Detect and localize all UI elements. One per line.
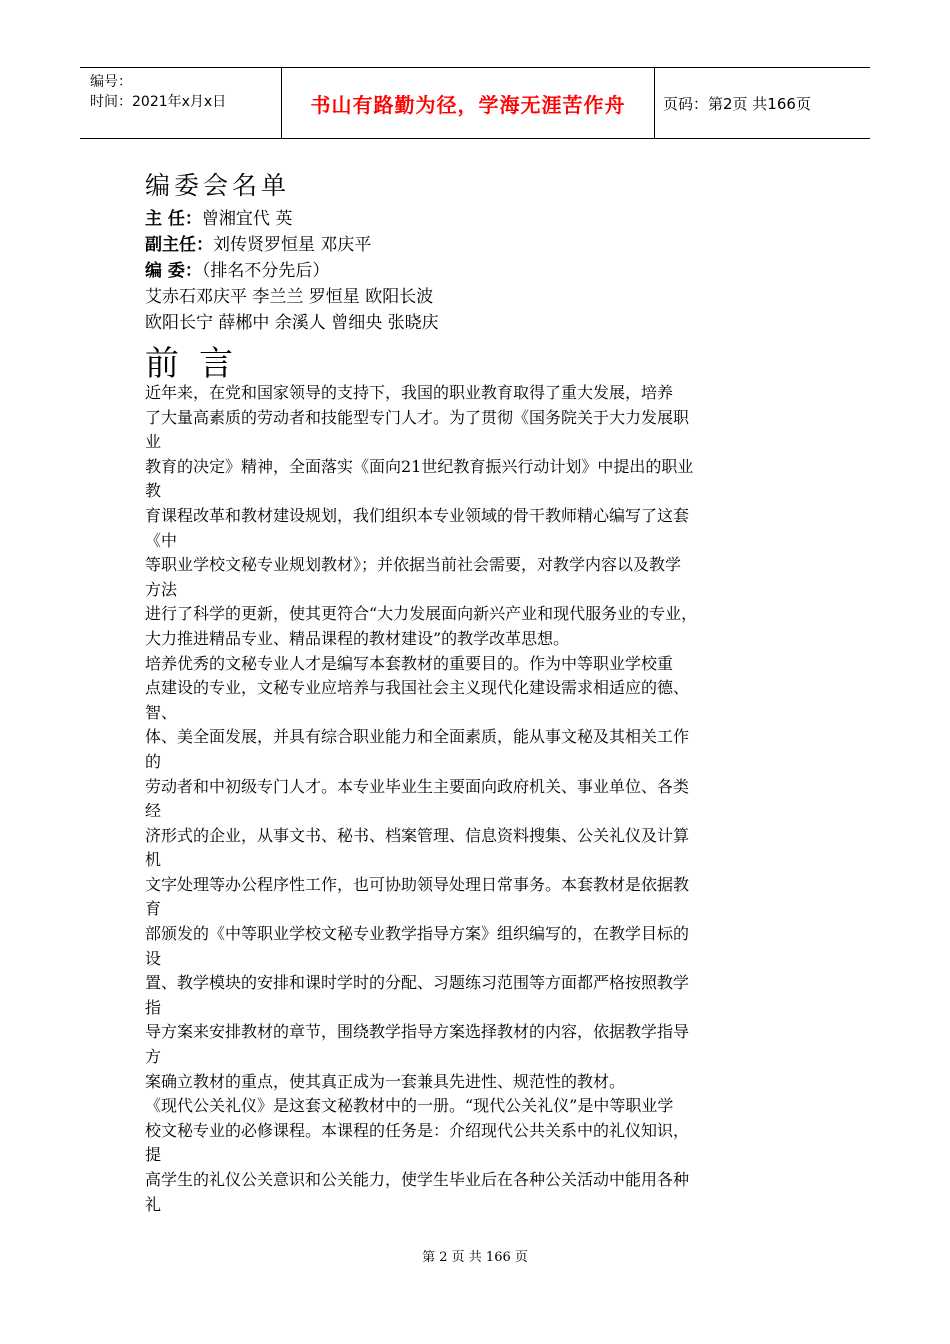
board-list [145,206,825,336]
preface-line: 高学生的礼仪公关意识和公关能力，使学生毕业后在各种公关活动中能用各种 [145,1170,690,1189]
board-members: 艾赤石邓庆平 李兰兰 罗恒星 欧阳长波 [145,287,434,307]
preface-line: 育课程改革和教材建设规划，我们组织本专业领域的骨干教师精心编写了这套 [145,505,690,525]
preface-line: 体、美全面发展，并具有综合职业能力和全面素质，能从事文秘及其相关工作 [145,727,690,747]
board-title: 编委会名单 [145,171,291,200]
preface-line: 等职业学校文秘专业规划教材》；并依据当前社会需要，对教学内容以及教学 [145,555,682,575]
board-role-label: 主 任： [145,209,202,229]
preface-line: 案确立教材的重点，使其真正成为一套兼具先进性、规范性的教材。 [145,1071,626,1091]
board-members: 欧阳长宁 薛郴中 余溪人 曾细央 张晓庆 [145,313,439,333]
preface-title: 前言 [145,344,253,384]
preface-line: 点建设的专业，文秘专业应培养与我国社会主义现代化建设需求相适应的德、 [145,678,690,698]
board-role-label: 编 委： [145,261,202,281]
board-members: 刘传贤罗恒星 邓庆平 [213,235,372,255]
document-code: 编号： [90,74,132,90]
preface-line: 了大量高素质的劳动者和技能型专门人才。为了贯彻《国务院关于大力发展职 [145,407,690,427]
preface-line: 育 [145,899,162,919]
preface-line: 部颁发的《中等职业学校文秘专业教学指导方案》组织编写的，在教学目标的 [145,924,690,944]
preface-line: 业 [145,432,162,452]
preface-line: 劳动者和中初级专门人才。本专业毕业生主要面向政府机关、事业单位、各类 [145,776,690,796]
board-line [145,258,825,284]
preface-line: 导方案来安排教材的章节，围绕教学指导方案选择教材的内容，依据教学指导 [145,1022,690,1042]
board-members: （排名不分先后） [201,261,330,281]
preface-line: 文字处理等办公程序性工作，也可协助领导处理日常事务。本套教材是依据教 [145,874,690,894]
header-page-info: 页码：第2页 共166页 [663,94,811,113]
preface-line: 指 [145,997,162,1017]
preface-body [145,381,815,1217]
preface-line: 提 [145,1145,162,1165]
preface-line: 的 [145,751,162,771]
preface-line: 设 [145,948,162,968]
preface-line: 《中 [145,530,178,550]
page-header [80,67,870,139]
preface-line: 置、教学模块的安排和课时学时的分配、习题练习范围等方面都严格按照教学 [145,973,690,993]
preface-line: 教 [145,481,162,501]
preface-line: 培养优秀的文秘专业人才是编写本套教材的重要目的。作为中等职业学校重 [145,653,674,673]
header-meta [80,68,282,138]
preface-line: 智、 [145,702,178,722]
board-line [145,206,825,232]
preface-line: 礼 [145,1194,162,1214]
preface-line: 校文秘专业的必修课程。本课程的任务是：介绍现代公共关系中的礼仪知识， [145,1120,690,1140]
header-motto: 书山有路勤为径，学海无涯苦作舟 [282,68,655,138]
preface-line: 方 [145,1047,162,1067]
board-line [145,232,825,258]
preface-line: 济形式的企业，从事文书、秘书、档案管理、信息资料搜集、公关礼仪及计算 [145,825,690,845]
board-members: 曾湘宜代 英 [201,209,293,229]
preface-line: 机 [145,850,162,870]
preface-line: 大力推进精品专业、精品课程的教材建设”的教学改革思想。 [145,628,570,648]
page-footer: 第 2 页 共 166 页 [422,1250,528,1265]
document-date: 时间：2021年x月x日 [90,94,227,110]
board-line [145,284,825,310]
preface-line: 方法 [145,579,178,599]
preface-line: 经 [145,801,162,821]
preface-line: 《现代公关礼仪》是这套文秘教材中的一册。“现代公关礼仪”是中等职业学 [145,1096,674,1116]
board-line [145,310,825,336]
preface-line: 教育的决定》精神，全面落实《面向21世纪教育振兴行动计划》中提出的职业 [145,456,694,476]
preface-line: 进行了科学的更新，使其更符合“大力发展面向新兴产业和现代服务业的专业， [145,604,698,624]
preface-line: 近年来，在党和国家领导的支持下，我国的职业教育取得了重大发展，培养 [145,383,674,402]
board-role-label: 副主任： [145,235,213,255]
